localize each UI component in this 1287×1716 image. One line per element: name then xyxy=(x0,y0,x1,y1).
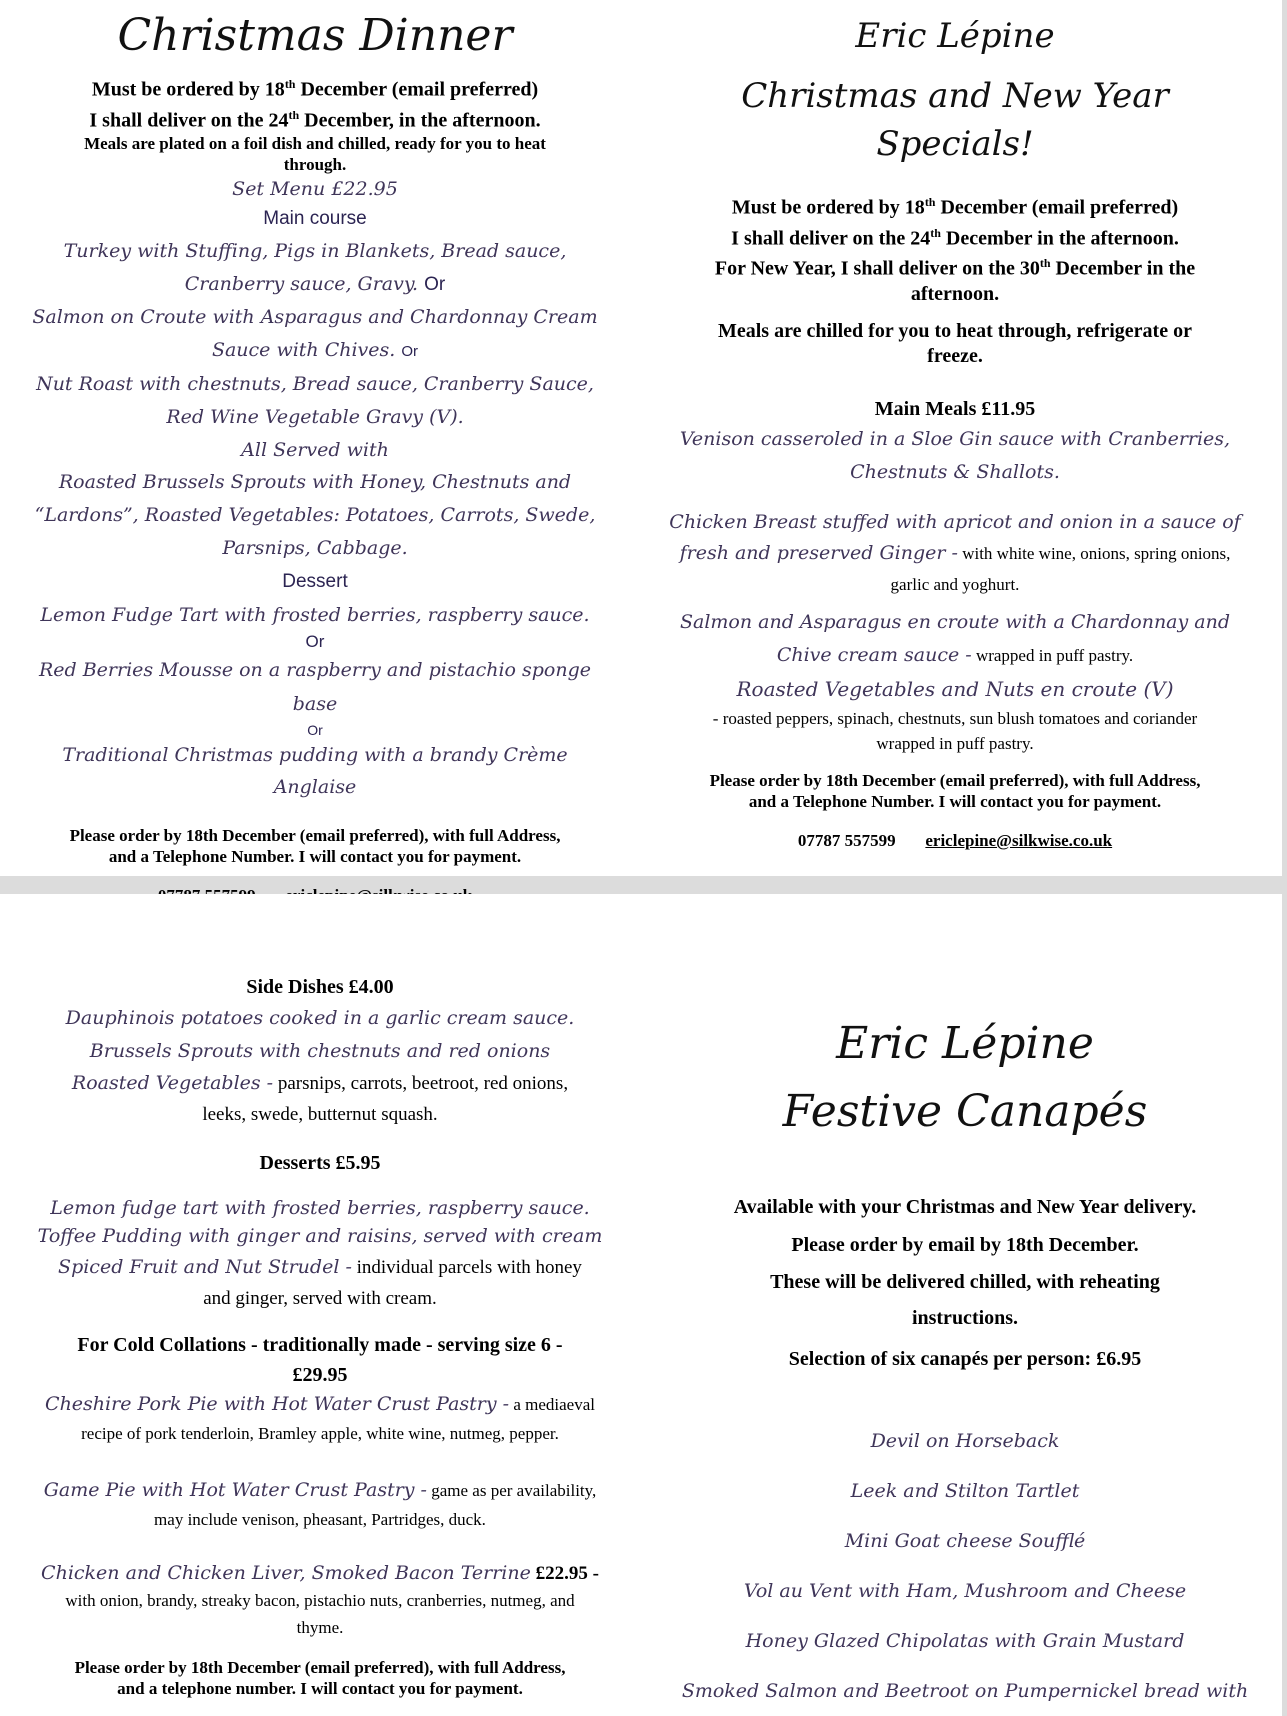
main-course-heading: Main course xyxy=(263,208,367,230)
chicken-dish: Chicken Breast stuffed with apricot and onion in a sauce of fresh and preserved Ginger - with white wine, onions, spring onions, garlic and yoghurt. xyxy=(669,510,1241,594)
side-sprouts: Brussels Sprouts with chestnuts and red onions xyxy=(89,1040,551,1062)
canapes-list xyxy=(680,1416,1250,1716)
menu-sheet-bottom xyxy=(0,894,1282,1716)
main-turkey: Turkey with Stuffing, Pigs in Blankets, Bread sauce, Cranberry sauce, Gravy. Or xyxy=(63,240,567,296)
dessert-toffee-pudding: Toffee Pudding with ginger and raisins, served with cream xyxy=(37,1225,603,1247)
order-instructions: Please order by 18th December (email preferred), with full Address, and a Telephone Number. I will contact you for payment. xyxy=(69,826,561,867)
pork-pie: Cheshire Pork Pie with Hot Water Crust Pastry - a mediaeval recipe of pork tenderloin, Bramley apple, white wine, nutmeg, pepper. xyxy=(45,1393,595,1443)
sides-included: Roasted Brussels Sprouts with Honey, Chestnuts and “Lardons”, Roasted Vegetables: Potatoes, Carrots, Swede, Parsnips, Cabbage. xyxy=(34,471,596,560)
new-year-delivery: For New Year, I shall deliver on the 30th December in the afternoon. xyxy=(714,256,1196,305)
specials-title: Christmas and New Year Specials! xyxy=(741,76,1169,164)
canape-item: Vol au Vent with Ham, Mushroom and Cheese xyxy=(743,1580,1187,1602)
dessert-christmas-pudding: Traditional Christmas pudding with a brandy Crème Anglaise xyxy=(62,744,568,799)
terrine: Chicken and Chicken Liver, Smoked Bacon Terrine £22.95 - with onion, brandy, streaky bacon, pistachio nuts, cranberries, nutmeg, and thyme. xyxy=(41,1562,599,1637)
specials-order-instructions: Please order by 18th December (email preferred), with full Address, and a Telephone Number. I will contact you for payment. xyxy=(709,770,1201,811)
canape-item: Honey Glazed Chipolatas with Grain Mustard xyxy=(745,1630,1185,1652)
dessert-or-1: Or xyxy=(305,632,325,652)
dessert-heading: Dessert xyxy=(282,571,348,593)
sides-order-instructions: Please order by 18th December (email preferred), with full Address, and a telephone number. I will contact you for payment. xyxy=(74,1658,566,1698)
dessert-berries-mousse: Red Berries Mousse on a raspberry and pistachio sponge base xyxy=(38,659,592,716)
set-menu-price: Set Menu £22.95 xyxy=(232,178,398,201)
cold-collations-heading: For Cold Collations - traditionally made - serving size 6 - £29.95 xyxy=(77,1334,563,1386)
canapes-column xyxy=(680,894,1250,1716)
canapes-availability: Available with your Christmas and New Year delivery. xyxy=(733,1196,1197,1218)
canapes-chef-name: Eric Lépine xyxy=(836,1018,1094,1069)
meals-note: Meals are plated on a foil dish and chilled, ready for you to heat through. xyxy=(84,134,546,175)
game-pie: Game Pie with Hot Water Crust Pastry - game as per availability, may include venison, pheasant, Partridges, duck. xyxy=(43,1479,597,1529)
main-nut-roast: Nut Roast with chestnuts, Bread sauce, Cranberry Sauce, Red Wine Vegetable Gravy (V). xyxy=(36,373,594,429)
canapes-order-by: Please order by email by 18th December. xyxy=(791,1234,1139,1256)
venison-dish: Venison casseroled in a Sloe Gin sauce with Cranberries, Chestnuts & Shallots. xyxy=(679,427,1231,483)
chef-name: Eric Lépine xyxy=(855,16,1055,56)
dessert-lemon-fudge: Lemon Fudge Tart with frosted berries, raspberry sauce. xyxy=(40,604,590,627)
christmas-dinner-title: Christmas Dinner xyxy=(117,10,513,61)
delivery-date: I shall deliver on the 24th December, in the afternoon. xyxy=(89,107,541,132)
main-meals-heading: Main Meals £11.95 xyxy=(874,397,1036,420)
specials-order-deadline: Must be ordered by 18th December (email preferred) xyxy=(731,195,1179,219)
veg-en-croute: Roasted Vegetables and Nuts en croute (V) xyxy=(736,676,1174,701)
canape-item: Leek and Stilton Tartlet xyxy=(850,1480,1080,1502)
chilled-note: Meals are chilled for you to heat through, refrigerate or freeze. xyxy=(718,319,1192,367)
canapes-selection-price: Selection of six canapés per person: £6.95 xyxy=(788,1348,1142,1370)
dessert-or-2: Or xyxy=(307,722,323,739)
side-dauphinois: Dauphinois potatoes cooked in a garlic cream sauce. xyxy=(65,1007,575,1029)
canape-item: Devil on Horseback xyxy=(870,1430,1060,1452)
side-roasted-veg: Roasted Vegetables - parsnips, carrots, beetroot, red onions, leeks, swede, butternut squash. xyxy=(71,1072,569,1125)
order-deadline: Must be ordered by 18th December (email preferred) xyxy=(91,77,539,101)
dessert-strudel: Spiced Fruit and Nut Strudel - individual parcels with honey and ginger, served with cream. xyxy=(58,1256,582,1309)
specials-phone: 07787 557599 xyxy=(797,830,896,850)
dessert-lemon-tart: Lemon fudge tart with frosted berries, raspberry sauce. xyxy=(50,1197,590,1219)
sides-column xyxy=(20,972,620,1699)
specials-email-link[interactable]: ericlepine@silkwise.co.uk xyxy=(925,830,1113,850)
salmon-dish: Salmon and Asparagus en croute with a Chardonnay and Chive cream sauce - wrapped in puff pastry. xyxy=(679,610,1231,666)
canape-item: Mini Goat cheese Soufflé xyxy=(844,1530,1086,1552)
specials-column xyxy=(665,0,1245,852)
christmas-dinner-column xyxy=(20,0,610,907)
side-dishes-heading: Side Dishes £4.00 xyxy=(246,976,394,998)
specials-contact-line xyxy=(665,830,1245,852)
main-salmon: Salmon on Croute with Asparagus and Chardonnay Cream Sauce with Chives. Or xyxy=(32,306,598,362)
veg-en-croute-desc: - roasted peppers, spinach, chestnuts, sun blush tomatoes and coriander wrapped in puff pastry. xyxy=(712,708,1198,753)
all-served-with: All Served with xyxy=(241,439,389,462)
canape-item: Smoked Salmon and Beetroot on Pumpernickel bread with xyxy=(681,1680,1249,1702)
specials-delivery: I shall deliver on the 24th December in the afternoon. xyxy=(731,225,1179,250)
desserts-heading: Desserts £5.95 xyxy=(259,1152,381,1174)
canapes-chilled-note: These will be delivered chilled, with reheating instructions. xyxy=(770,1271,1160,1329)
canapes-title: Festive Canapés xyxy=(782,1086,1148,1137)
